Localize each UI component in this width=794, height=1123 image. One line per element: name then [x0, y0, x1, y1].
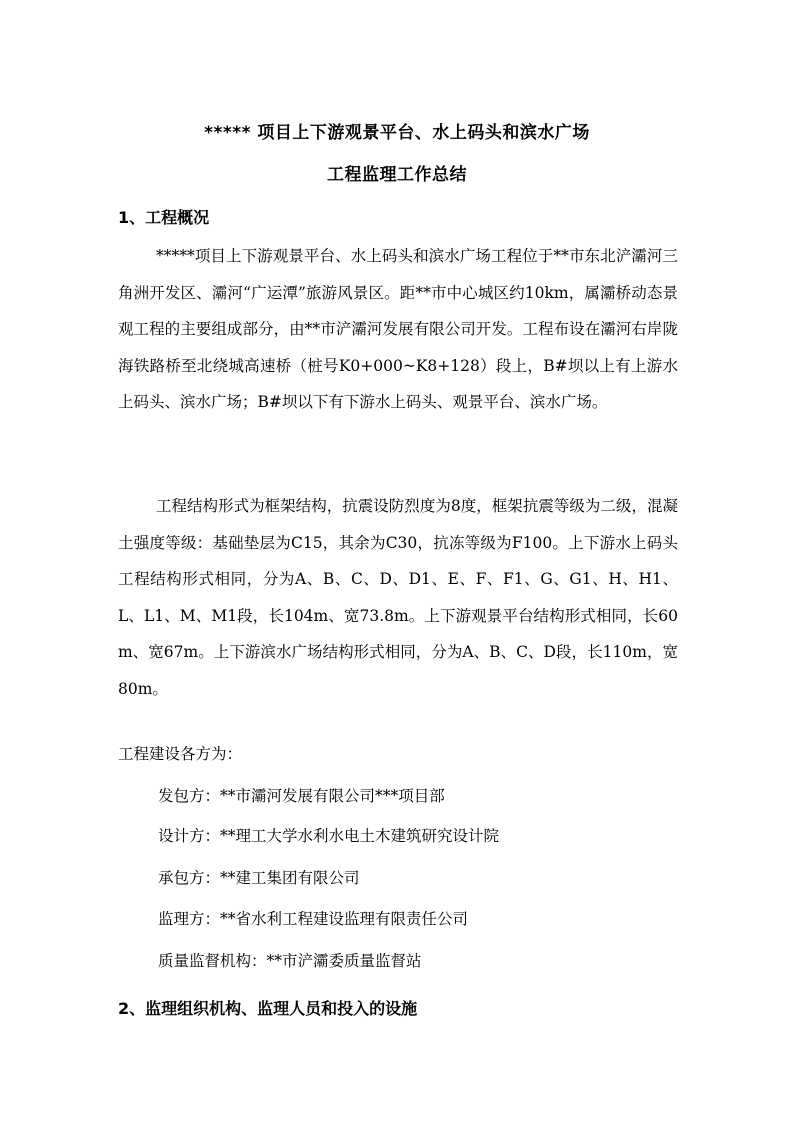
- overview-paragraph-location: *****项目上下游观景平台、水上码头和滨水广场工程位于**市东北浐灞河三角洲开发区、灞河“广运潭”旅游风景区。距**市中心城区约10km，属灞桥动态景观工程的主要组成部分，由**市浐灞河发展有限公司开发。工程布设在灞河右岸陇海铁路桥至北绕城高速桥（桩号K0+000~K8+128）段上，B#坝以上有上游水上码头、滨水广场；B#坝以下有下游水上码头、观景平台、滨水广场。: [118, 247, 678, 412]
- overview-paragraph-structure: 工程结构形式为框架结构，抗震设防烈度为8度，框架抗震等级为二级，混凝土强度等级：基础垫层为C15，其余为C30，抗冻等级为F100。上下游水上码头工程结构形式相同，分为A、B、C、D、D1、E、F、F1、G、G1、H、H1、L、L1、M、M1段，长104m、宽73.8m。上下游观景平台结构形式相同，长60m、宽67m。上下游滨水广场结构形式相同，分为A、B、C、D段，长110m，宽80m。: [118, 497, 678, 698]
- parties-label: 工程建设各方为：: [118, 745, 243, 763]
- document-subtitle: 工程监理工作总结: [327, 165, 467, 185]
- party-quality-supervision: 质量监督机构：**市浐灞委质量监督站: [158, 952, 422, 970]
- party-employer: 发包方：**市灞河发展有限公司***项目部: [158, 787, 445, 805]
- party-supervisor: 监理方：**省水利工程建设监理有限责任公司: [158, 910, 469, 928]
- document-title: ***** 项目上下游观景平台、水上码头和滨水广场: [204, 123, 590, 143]
- party-designer: 设计方：**理工大学水利水电土木建筑研究设计院: [158, 827, 500, 845]
- section-heading-overview: 1、工程概况: [118, 208, 210, 227]
- party-contractor: 承包方：**建工集团有限公司: [158, 869, 360, 887]
- section-heading-organization: 2、监理组织机构、监理人员和投入的设施: [118, 999, 418, 1018]
